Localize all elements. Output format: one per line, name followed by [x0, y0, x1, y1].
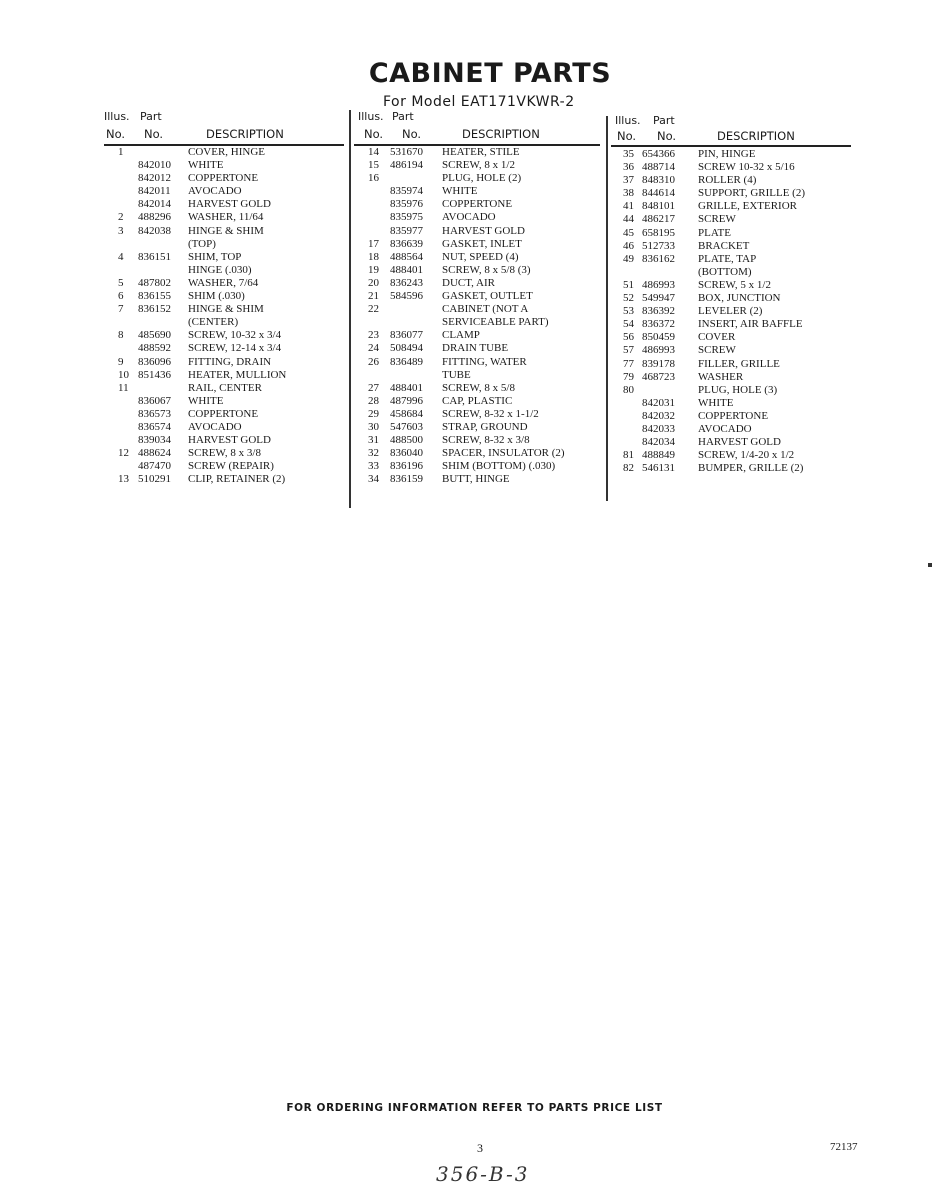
part-description: AVOCADO [442, 211, 496, 224]
header-part-no: No. [144, 127, 164, 141]
part-description: SHIM (BOTTOM) (.030) [442, 460, 556, 473]
part-number: 836152 [138, 303, 171, 316]
part-number: 842031 [642, 396, 675, 409]
illus-number: 28 [368, 394, 379, 407]
illus-number: 53 [623, 305, 634, 318]
part-description: SCREW [698, 344, 736, 357]
part-description: BUMPER, GRILLE (2) [698, 462, 804, 475]
part-description: SCREW, 8 x 3/8 [188, 447, 261, 460]
part-number: 486217 [642, 213, 675, 226]
part-description: HINGE (.030) [188, 263, 252, 276]
part-number: 836159 [390, 473, 423, 486]
illus-number: 21 [368, 290, 379, 303]
part-number: 836392 [642, 305, 675, 318]
part-description: COPPERTONE [188, 172, 259, 185]
illus-number: 4 [118, 250, 124, 263]
part-description: BUTT, HINGE [442, 473, 510, 486]
part-description: SPACER, INSULATOR (2) [442, 447, 565, 460]
model-subtitle: For Model EAT171VKWR-2 [383, 94, 575, 110]
part-number: 485690 [138, 329, 171, 342]
part-description: AVOCADO [188, 420, 242, 433]
illus-number: 1 [118, 146, 124, 158]
ordering-note: FOR ORDERING INFORMATION REFER TO PARTS PRICE LIST [286, 1102, 663, 1114]
part-number: 488296 [138, 211, 171, 224]
part-description: SCREW, 8 x 5/8 (3) [442, 263, 531, 276]
header-illus: Illus. [615, 114, 641, 127]
part-description: COVER, HINGE [188, 146, 265, 158]
part-description: HINGE & SHIM [188, 224, 264, 237]
part-number: 658195 [642, 226, 675, 239]
header-rule [611, 145, 851, 147]
part-number: 488564 [390, 250, 423, 263]
part-number: 850459 [642, 331, 675, 344]
illus-number: 24 [368, 342, 379, 355]
part-number: 848310 [642, 174, 675, 187]
part-number: 836196 [390, 460, 423, 473]
illus-number: 3 [118, 224, 124, 237]
part-description: WASHER, 7/64 [188, 276, 259, 289]
part-description: CABINET (NOT A [442, 303, 529, 316]
part-number: 512733 [642, 239, 675, 252]
part-description: STRAP, GROUND [442, 420, 528, 433]
illus-number: 37 [623, 174, 634, 187]
part-description: HARVEST GOLD [188, 434, 271, 447]
part-description: RAIL, CENTER [188, 381, 262, 394]
header-description: DESCRIPTION [206, 127, 284, 141]
part-description: SCREW, 5 x 1/2 [698, 278, 771, 291]
illus-number: 49 [623, 252, 634, 265]
illus-number: 29 [368, 407, 379, 420]
part-number: 836155 [138, 290, 171, 303]
part-number: 836067 [138, 394, 171, 407]
part-description: HARVEST GOLD [188, 198, 271, 211]
header-illus-no: No. [106, 127, 126, 141]
illus-number: 34 [368, 473, 379, 486]
part-number: 836489 [390, 355, 423, 368]
part-description: WASHER, 11/64 [188, 211, 264, 224]
handwritten-note: 356-B-3 [436, 1162, 530, 1186]
part-number: 836162 [642, 252, 675, 265]
part-description: PLATE, TAP [698, 252, 757, 265]
part-number: 842012 [138, 172, 171, 185]
illus-number: 6 [118, 290, 124, 303]
part-description: WHITE [188, 394, 224, 407]
header-illus: Illus. [104, 110, 130, 123]
page-number: 3 [477, 1141, 483, 1155]
part-number: 842010 [138, 159, 171, 172]
part-number: 508494 [390, 342, 423, 355]
part-description: SCREW, 8 x 5/8 [442, 381, 515, 394]
part-description: HARVEST GOLD [698, 436, 781, 449]
part-description: HINGE & SHIM [188, 303, 264, 316]
illus-number: 82 [623, 462, 634, 475]
part-description: INSERT, AIR BAFFLE [698, 318, 803, 331]
part-number: 488592 [138, 342, 171, 355]
part-description: WHITE [188, 159, 224, 172]
page-title: CABINET PARTS [368, 58, 612, 89]
part-description: FITTING, WATER [442, 355, 527, 368]
part-number: 487470 [138, 460, 171, 473]
part-description: LEVELER (2) [698, 305, 763, 318]
part-number: 468723 [642, 370, 675, 383]
document-number: 72137 [830, 1141, 858, 1153]
part-description: WHITE [442, 185, 478, 198]
illus-number: 32 [368, 447, 379, 460]
part-number: 836639 [390, 237, 423, 250]
part-number: 836151 [138, 250, 171, 263]
part-description: FITTING, DRAIN [188, 355, 272, 368]
part-number: 835976 [390, 198, 423, 211]
illus-number: 22 [368, 303, 379, 316]
part-number: 836040 [390, 447, 423, 460]
part-number: 835977 [390, 224, 423, 237]
part-description: ROLLER (4) [698, 174, 757, 187]
part-description: WASHER [698, 370, 744, 383]
part-number: 835974 [390, 185, 423, 198]
part-number: 836243 [390, 276, 423, 289]
part-description: PIN, HINGE [698, 148, 756, 160]
illus-number: 30 [368, 420, 379, 433]
header-part: Part [140, 110, 162, 123]
part-number: 836574 [138, 420, 171, 433]
illus-number: 11 [118, 381, 129, 394]
part-number: 851436 [138, 368, 171, 381]
illus-number: 10 [118, 368, 129, 381]
part-number: 510291 [138, 473, 171, 486]
part-number: 654366 [642, 148, 675, 160]
illus-number: 51 [623, 278, 634, 291]
illus-number: 31 [368, 434, 379, 447]
illus-number: 18 [368, 250, 379, 263]
part-description: DUCT, AIR [442, 276, 495, 289]
part-description: CLIP, RETAINER (2) [188, 473, 286, 486]
illus-number: 38 [623, 187, 634, 200]
illus-number: 23 [368, 329, 379, 342]
part-description: SERVICEABLE PART) [442, 316, 549, 329]
header-illus-no: No. [364, 127, 384, 141]
illus-number: 45 [623, 226, 634, 239]
part-number: 549947 [642, 292, 675, 305]
header-part: Part [392, 110, 414, 123]
part-number: 836372 [642, 318, 675, 331]
header-illus: Illus. [358, 110, 384, 123]
part-description: AVOCADO [188, 185, 242, 198]
illus-number: 54 [623, 318, 634, 331]
column-divider [606, 116, 608, 501]
part-number: 844614 [642, 187, 675, 200]
part-number: 835975 [390, 211, 423, 224]
column-divider [349, 110, 351, 508]
part-description: CLAMP [442, 329, 480, 342]
part-description: HEATER, MULLION [188, 368, 287, 381]
part-description: SHIM (.030) [188, 290, 245, 303]
illus-number: 5 [118, 276, 124, 289]
part-description: HARVEST GOLD [442, 224, 525, 237]
part-description: TUBE [442, 368, 471, 381]
illus-number: 44 [623, 213, 634, 226]
illus-number: 2 [118, 211, 124, 224]
part-description: SCREW, 10-32 x 3/4 [188, 329, 282, 342]
part-description: GRILLE, EXTERIOR [698, 200, 797, 213]
part-description: SCREW, 12-14 x 3/4 [188, 342, 282, 355]
part-number: 488500 [390, 434, 423, 447]
illus-number: 17 [368, 237, 379, 250]
part-description: BRACKET [698, 239, 750, 252]
part-description: WHITE [698, 396, 734, 409]
part-number: 487802 [138, 276, 171, 289]
part-description: FILLER, GRILLE [698, 357, 780, 370]
part-description: SCREW, 8-32 x 3/8 [442, 434, 530, 447]
illus-number: 56 [623, 331, 634, 344]
part-description: SCREW, 8-32 x 1-1/2 [442, 407, 539, 420]
part-number: 488624 [138, 447, 171, 460]
illus-number: 9 [118, 355, 124, 368]
header-part: Part [653, 114, 675, 127]
illus-number: 46 [623, 239, 634, 252]
illus-number: 41 [623, 200, 634, 213]
illus-number: 20 [368, 276, 379, 289]
part-number: 547603 [390, 420, 423, 433]
scan-mark [928, 563, 932, 567]
illus-number: 35 [623, 148, 634, 160]
part-description: COPPERTONE [442, 198, 513, 211]
part-description: SCREW (REPAIR) [188, 460, 274, 473]
illus-number: 36 [623, 161, 634, 174]
part-description: SHIM, TOP [188, 250, 242, 263]
illus-number: 7 [118, 303, 124, 316]
part-description: AVOCADO [698, 422, 752, 435]
part-number: 584596 [390, 290, 423, 303]
part-description: COPPERTONE [188, 407, 259, 420]
illus-number: 14 [368, 146, 379, 158]
part-description: (TOP) [188, 237, 216, 250]
part-number: 842032 [642, 409, 675, 422]
header-part-no: No. [402, 127, 422, 141]
part-description: (BOTTOM) [698, 265, 752, 278]
part-description: GASKET, INLET [442, 237, 522, 250]
illus-number: 19 [368, 263, 379, 276]
part-number: 486993 [642, 344, 675, 357]
illus-number: 12 [118, 447, 129, 460]
illus-number: 27 [368, 381, 379, 394]
header-illus-no: No. [617, 129, 637, 143]
part-number: 531670 [390, 146, 423, 158]
part-number: 546131 [642, 462, 675, 475]
part-number: 836573 [138, 407, 171, 420]
part-description: SCREW [698, 213, 736, 226]
part-number: 842033 [642, 422, 675, 435]
part-number: 836096 [138, 355, 171, 368]
header-description: DESCRIPTION [717, 129, 795, 143]
illus-number: 33 [368, 460, 379, 473]
part-number: 842011 [138, 185, 171, 198]
header-description: DESCRIPTION [462, 127, 540, 141]
part-description: PLUG, HOLE (3) [698, 383, 778, 396]
part-description: PLUG, HOLE (2) [442, 172, 522, 185]
part-number: 848101 [642, 200, 675, 213]
part-description: (CENTER) [188, 316, 239, 329]
part-description: BOX, JUNCTION [698, 292, 781, 305]
illus-number: 15 [368, 159, 379, 172]
part-description: CAP, PLASTIC [442, 394, 513, 407]
part-description: COVER [698, 331, 736, 344]
part-description: SUPPORT, GRILLE (2) [698, 187, 805, 200]
part-description: SCREW, 8 x 1/2 [442, 159, 515, 172]
part-number: 842038 [138, 224, 171, 237]
illus-number: 26 [368, 355, 379, 368]
illus-number: 13 [118, 473, 129, 486]
part-description: GASKET, OUTLET [442, 290, 533, 303]
header-part-no: No. [657, 129, 677, 143]
illus-number: 57 [623, 344, 634, 357]
part-number: 842034 [642, 436, 675, 449]
part-description: HEATER, STILE [442, 146, 520, 158]
part-number: 488849 [642, 449, 675, 462]
part-description: NUT, SPEED (4) [442, 250, 519, 263]
part-number: 839178 [642, 357, 675, 370]
part-number: 488401 [390, 381, 423, 394]
part-number: 842014 [138, 198, 171, 211]
illus-number: 8 [118, 329, 124, 342]
part-description: DRAIN TUBE [442, 342, 509, 355]
part-number: 486993 [642, 278, 675, 291]
part-description: SCREW 10-32 x 5/16 [698, 161, 795, 174]
part-number: 458684 [390, 407, 423, 420]
part-description: SCREW, 1/4-20 x 1/2 [698, 449, 795, 462]
part-description: PLATE [698, 226, 731, 239]
part-number: 836077 [390, 329, 423, 342]
part-number: 487996 [390, 394, 423, 407]
part-number: 488401 [390, 263, 423, 276]
illus-number: 77 [623, 357, 634, 370]
illus-number: 79 [623, 370, 634, 383]
illus-number: 52 [623, 292, 634, 305]
part-number: 486194 [390, 159, 423, 172]
illus-number: 81 [623, 449, 634, 462]
part-number: 488714 [642, 161, 675, 174]
illus-number: 16 [368, 172, 379, 185]
part-number: 839034 [138, 434, 171, 447]
part-description: COPPERTONE [698, 409, 769, 422]
illus-number: 80 [623, 383, 634, 396]
